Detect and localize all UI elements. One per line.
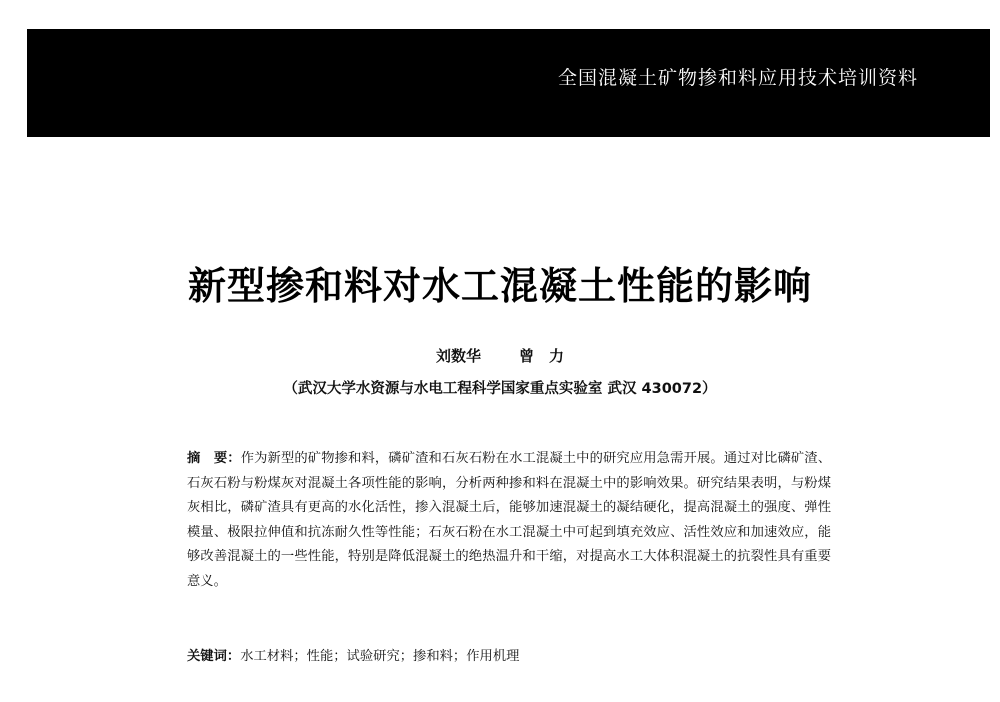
author-name: 刘数华 <box>435 347 481 365</box>
series-title: 全国混凝土矿物掺和料应用技术培训资料 <box>557 67 918 89</box>
keywords-label: 关键词： <box>187 649 241 664</box>
abstract <box>187 447 831 595</box>
affiliation: （武汉大学水资源与水电工程科学国家重点实验室 武汉 430072） <box>283 381 717 397</box>
author-name: 曾 力 <box>519 347 565 365</box>
keywords <box>187 645 831 664</box>
paper-title: 新型掺和料对水工混凝土性能的影响 <box>187 264 812 308</box>
abstract-text: 作为新型的矿物掺和料，磷矿渣和石灰石粉在水工混凝土中的研究应用急需开展。通过对比磷矿渣、石灰石粉与粉煤灰对混凝土各项性能的影响，分析两种掺和料在混凝土中的影响效果。研究结果表明，与粉煤灰相比，磷矿渣具有更高的水化活性，掺入混凝土后，能够加速混凝土的凝结硬化，提高混凝土的强度、弹性模量、极限拉伸值和抗冻耐久性等性能；石灰石粉在水工混凝土中可起到填充效应、活性效应和加速效应，能够改善混凝土的一些性能，特别是降低混凝土的绝热温升和干缩，对提高水工大体积混凝土的抗裂性具有重要意义。 <box>187 451 832 589</box>
abstract-label: 摘 要： <box>187 451 241 466</box>
author-list <box>0 345 1000 366</box>
keywords-text: 水工材料；性能；试验研究；掺和料；作用机理 <box>240 649 520 664</box>
